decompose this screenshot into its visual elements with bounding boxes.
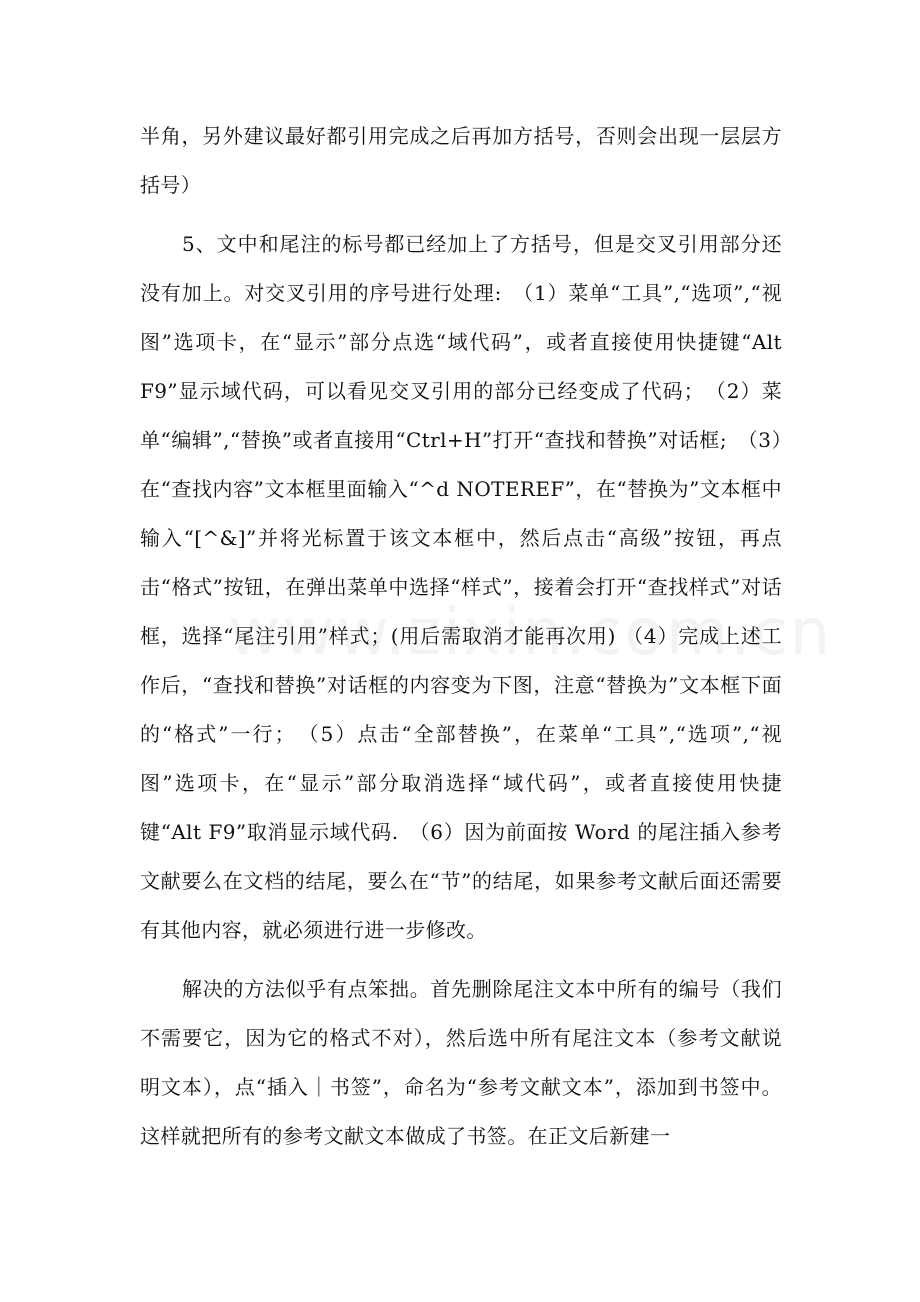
paragraph-2: 5、文中和尾注的标号都已经加上了方括号，但是交叉引用部分还没有加上。对交叉引用的序号进行处理: （1）菜单“工具”,“选项”,“视图”选项卡，在“显示”部分点选“域代码”，或者直接使用快捷键“Alt F9”显示域代码，可以看见交叉引用的部分已经变成了代码； （2）菜单“编辑”,“替换”或者直接用“Ctrl+H”打开“查找和替换”对话框; （3）在“查找内容”文本框里面输入“^d NOTEREF”，在“替换为”文本框中输入“[^&]”并将光标置于该文本框中，然后点击“高级”按钮，再点击“格式”按钮，在弹出菜单中选择“样式”，接着会打开“查找样式”对话框，选择“尾注引用”样式；(用后需取消才能再次用) （4）完成上述工作后，“查找和替换”对话框的内容变为下图，注意“替换为”文本框下面的“格式”一行； （5）点击“全部替换”，在菜单“工具”,“选项”,“视图”选项卡，在“显示”部分取消选择“域代码”，或者直接使用快捷键“Alt F9”取消显示域代码. （6）因为前面按 Word 的尾注插入参考文献要么在文档的结尾，要么在“节”的结尾，如果参考文献后面还需要有其他内容，就必须进行进一步修改。 (140, 232, 782, 942)
paragraph-3: 解决的方法似乎有点笨拙。首先删除尾注文本中所有的编号（我们不需要它，因为它的格式不对），然后选中所有尾注文本（参考文献说明文本），点“插入｜书签”，命名为“参考文献文本”，添加到书签中。这样就把所有的参考文献文本做成了书签。在正文后新建一 (140, 977, 782, 1148)
document-body (140, 112, 782, 1171)
paragraph-1: 半角，另外建议最好都引用完成之后再加方括号，否则会出现一层层方括号） (140, 124, 782, 197)
